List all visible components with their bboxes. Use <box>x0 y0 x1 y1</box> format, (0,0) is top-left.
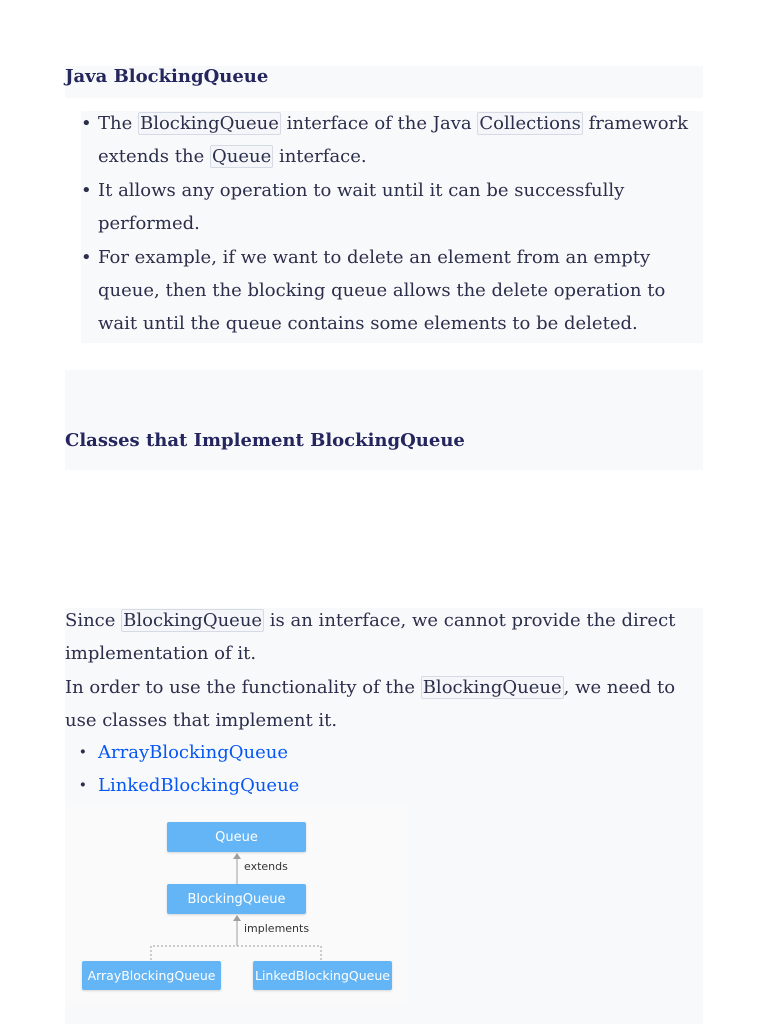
usage-paragraph: In order to use the functionality of the BlockingQueue , we need to use classes that implement it. <box>65 677 676 731</box>
bullet-item: • The BlockingQueue interface of the Java Collections framework extends the Queue interface. <box>65 107 705 173</box>
connector-children <box>151 946 321 960</box>
link-linkedblockingqueue[interactable]: LinkedBlockingQueue <box>98 775 300 796</box>
link-arrayblockingqueue[interactable]: ArrayBlockingQueue <box>98 742 289 763</box>
node-arrayblockingqueue: ArrayBlockingQueue <box>82 961 221 990</box>
node-blockingqueue: BlockingQueue <box>167 884 306 914</box>
section-title-java-blockingqueue: Java BlockingQueue <box>65 66 269 87</box>
code-blockingqueue: BlockingQueue <box>139 113 279 134</box>
interface-paragraph: Since BlockingQueue is an interface, we cannot provide the direct implementation of it. <box>65 610 676 664</box>
code-collections: Collections <box>479 113 581 134</box>
list-item <box>65 736 465 769</box>
intro-bullet-list <box>65 107 705 340</box>
section2-title-panel <box>65 370 703 470</box>
node-queue: Queue <box>167 822 306 852</box>
arrowhead-extends <box>233 853 241 859</box>
section-title-classes: Classes that Implement BlockingQueue <box>65 430 465 451</box>
list-item <box>65 769 465 802</box>
code-blockingqueue: BlockingQueue <box>123 610 263 631</box>
edge-label-implements: implements <box>244 922 310 935</box>
code-queue: Queue <box>211 146 272 167</box>
node-linkedblockingqueue: LinkedBlockingQueue <box>253 961 392 990</box>
hierarchy-diagram <box>65 806 408 1006</box>
bullet-item: • For example, if we want to delete an element from an empty queue, then the blocking queue allows the delete operation to wait until the queue contains some elements to be deleted. <box>65 241 705 340</box>
arrowhead-implements <box>233 915 241 921</box>
implementations-list <box>65 736 465 802</box>
edge-label-extends: extends <box>244 860 288 873</box>
code-blockingqueue: BlockingQueue <box>422 677 562 698</box>
bullet-item: • It allows any operation to wait until it can be successfully performed. <box>65 174 705 240</box>
